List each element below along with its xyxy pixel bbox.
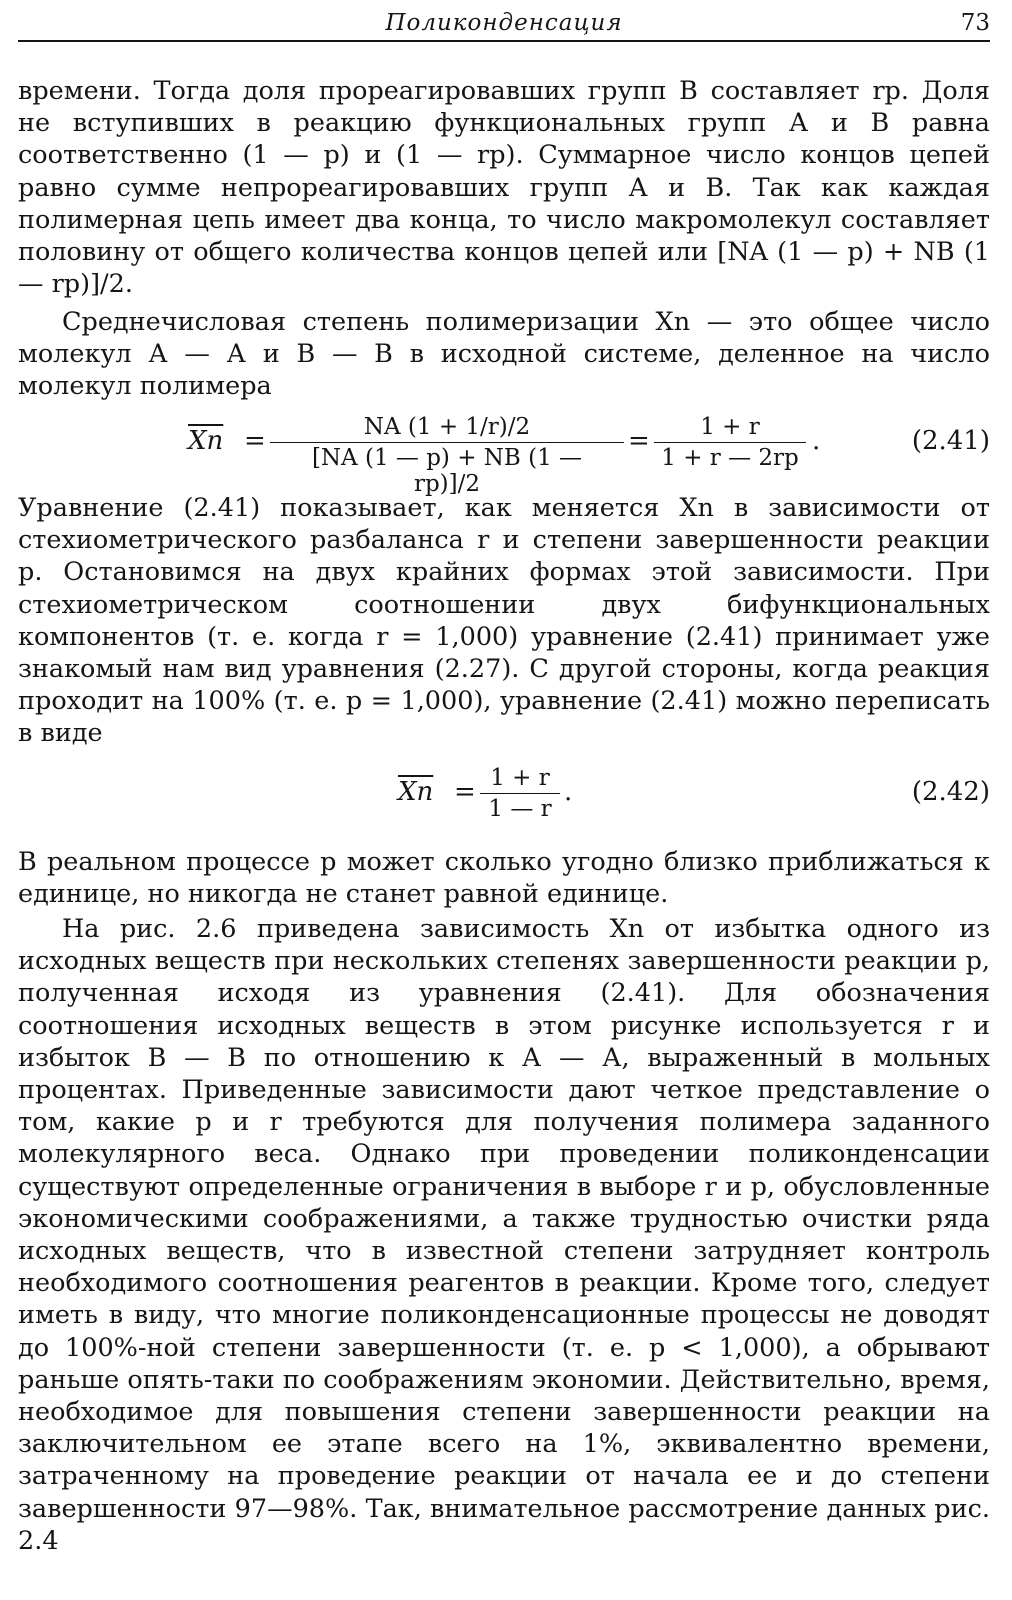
eq1-lhs: $\overline{Xn}$ bbox=[188, 426, 224, 456]
equation-2-41 bbox=[18, 414, 990, 497]
eq1-equals-2: = bbox=[628, 426, 650, 456]
eq2-period: . bbox=[564, 777, 573, 807]
eq1-equals-1: = bbox=[244, 426, 266, 456]
eq2-fraction bbox=[480, 765, 560, 822]
eq1-denominator-1: [NA (1 — p) + NB (1 — rp)]/2 bbox=[311, 445, 583, 497]
eq2-lhs: $\overline{Xn}$ bbox=[398, 777, 434, 807]
eq1-denominator-2: 1 + r — 2rp bbox=[661, 445, 799, 471]
running-header bbox=[18, 8, 990, 42]
paragraph-3: Уравнение (2.41) показывает, как меняется Xn в зависимости от стехиометрического разбаланса r и степени завершенности реакции p. Остановимся на двух крайних формах этой зависимости. При стехиометрическом соотношении двух бифункциональных компонентов (т. е. когда r = 1,000) уравнение (2.41) принимает уже знакомый нам вид уравнения (2.27). С другой стороны, когда реакция проходит на 100% (т. е. p = 1,000), уравнение (2.41) можно переписать в виде bbox=[18, 493, 990, 749]
paragraph-2: Среднечисловая степень полимеризации Xn — это общее число молекул А — А и В — В в исходной системе, деленное на число молекул полимера bbox=[18, 307, 990, 402]
eq1-tag: (2.41) bbox=[911, 426, 990, 456]
eq2-equals: = bbox=[454, 777, 476, 807]
paragraph-5: На рис. 2.6 приведена зависимость Xn от избытка одного из исходных веществ при нескольких степенях завершенности реакции p, полученная исходя из уравнения (2.41). Для обозначения соотношения исходных веществ в этом рисунке используется r и избыток В — В по отношению к А — А, выраженный в мольных процентах. Приведенные зависимости дают четкое представление о том, какие p и r требуются для получения полимера заданного молекулярного веса. Однако при проведении поликонденсации существуют определенные ограничения в выборе r и p, обусловленные экономическими соображениями, а также трудностью очистки ряда исходных веществ, что в известной степени затрудняет контроль необходимого соотношения реагентов в реакции. Кроме того, следует иметь в виду, что многие поликонденсационные процессы не доводят до 100%-ной степени завершенности (т. е. p < 1,000), а обрывают раньше опять-таки по соображениям экономии. Действительно, время, необходимое для повышения степени завершенности реакции на заключительном ее этапе всего на 1%, эквивалентно времени, затраченному на проведение реакции от начала ее и до степени завершенности 97—98%. Так, внимательное рассмотрение данных рис. 2.4 bbox=[18, 914, 990, 1556]
eq1-period: . bbox=[812, 426, 821, 456]
eq1-fraction-2 bbox=[654, 414, 806, 471]
page-number: 73 bbox=[960, 10, 990, 36]
eq2-denominator: 1 — r bbox=[488, 796, 552, 822]
eq2-tag: (2.42) bbox=[911, 777, 990, 807]
equation-2-42 bbox=[18, 765, 990, 825]
eq1-fraction-1 bbox=[270, 414, 624, 497]
eq1-numerator-1: NA (1 + 1/r)/2 bbox=[270, 414, 624, 443]
eq1-numerator-2: 1 + r bbox=[654, 414, 806, 443]
running-title: Поликонденсация bbox=[385, 10, 623, 36]
paragraph-4: В реальном процессе p может сколько угодно близко приближаться к единице, но никогда не станет равной единице. bbox=[18, 847, 990, 910]
paragraph-1: времени. Тогда доля прореагировавших групп В составляет rp. Доля не вступивших в реакцию функциональных групп А и В равна соответственно (1 — p) и (1 — rp). Суммарное число концов цепей равно сумме непрореагировавших групп А и В. Так как каждая полимерная цепь имеет два конца, то число макромолекул составляет половину от общего количества концов цепей или [NA (1 — p) + NB (1 — rp)]/2. bbox=[18, 76, 990, 300]
eq2-numerator: 1 + r bbox=[480, 765, 560, 794]
